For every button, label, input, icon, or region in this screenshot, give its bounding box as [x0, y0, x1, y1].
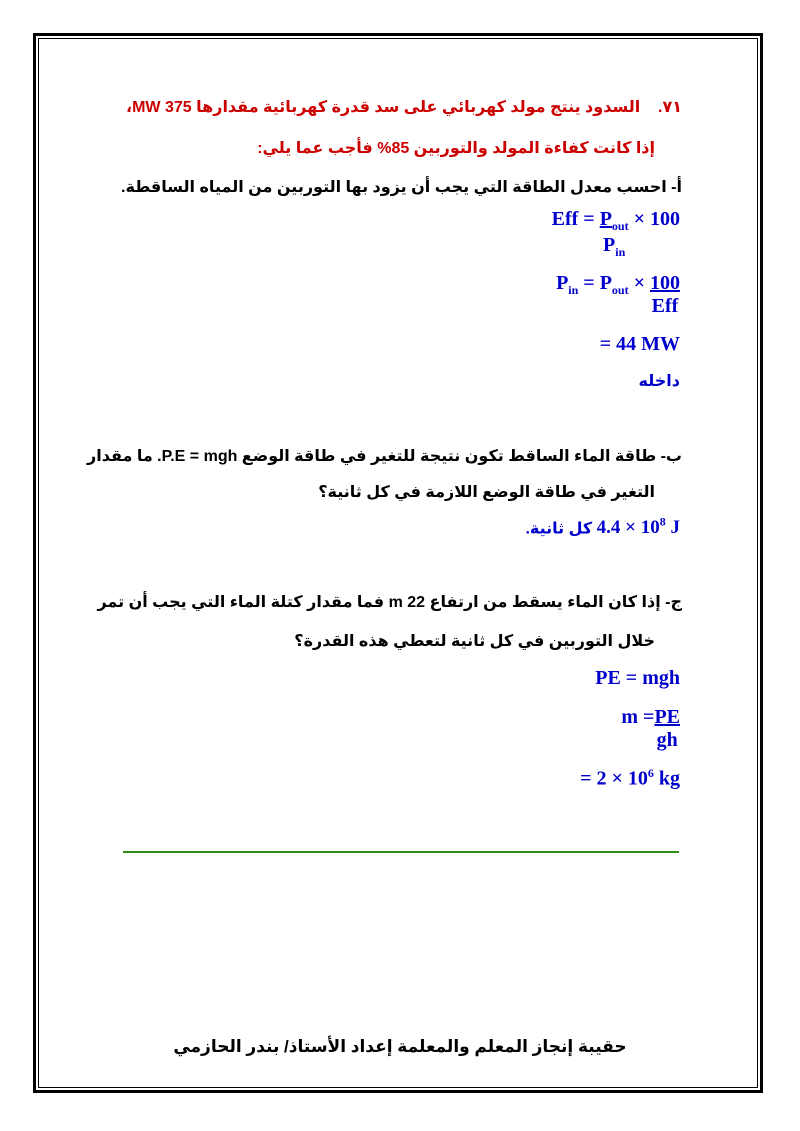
eq2-left-sub: in [568, 283, 579, 297]
eq2-fraction [650, 272, 680, 318]
part-a-eq3: = 44 MW [599, 333, 680, 355]
part-c-eq2-den: gh [656, 729, 678, 751]
part-a-eq2 [556, 272, 680, 318]
question-intro-line1 [126, 97, 682, 117]
part-c-eq3-exp: 6 [647, 766, 654, 780]
part-a-note: داخله [638, 373, 680, 390]
part-b-answer-suffix: كل ثانية. [525, 520, 597, 538]
eq2-left: P [556, 272, 569, 294]
part-a-eq1 [552, 208, 680, 260]
divider-line [123, 851, 679, 853]
part-c-eq2 [621, 706, 680, 752]
part-b-prompt-line1: ب- طاقة الماء الساقط تكون نتيجة للتغير في طاقة الوضع P.E = mgh. ما مقدار [87, 448, 682, 465]
part-c-prompt-line1: ج- إذا كان الماء يسقط من ارتفاع 22 m فما مقدار كتلة الماء التي يجب أن تمر [97, 594, 682, 611]
eq2-num: 100 [650, 272, 680, 294]
part-b-answer [525, 515, 680, 539]
question-intro-line2: إذا كانت كفاءة المولد والتوربين 85% فأجب عما يلي: [257, 140, 655, 157]
eq1-fraction [600, 208, 629, 260]
eq1-right: × 100 [628, 208, 680, 230]
part-b-answer-base: 4.4 × 10 [596, 517, 660, 539]
part-b-answer-exp: 8 [659, 515, 666, 529]
part-c-eq2-num: PE [654, 706, 680, 728]
part-c-eq3-base: = 2 × 10 [580, 767, 648, 790]
part-c-eq2-fraction [654, 706, 680, 752]
eq1-den-sub: in [615, 245, 626, 259]
part-b-answer-unit: J [665, 517, 680, 539]
question-intro-text: السدود ينتج مولد كهربائي على سد قدرة كهربائية مقدارها 375 MW، [126, 99, 641, 116]
eq2-times: × [628, 272, 650, 294]
eq2-mid: = P [578, 272, 612, 294]
eq1-num: P [599, 208, 612, 230]
eq1-num-sub: out [611, 219, 629, 233]
footer-credit: حقيبة إنجاز المعلم والمعلمة إعداد الأستاذ/ بندر الحازمي [173, 1037, 627, 1056]
eq1-left: Eff = [551, 208, 600, 230]
part-c-eq1: PE = mgh [595, 667, 680, 689]
eq1-den: P [603, 234, 616, 256]
part-a-prompt: أ- احسب معدل الطاقة التي يجب أن يزود بها التوربين من المياه الساقطة. [121, 179, 682, 196]
part-c-eq3 [580, 766, 680, 791]
part-b-prompt-line2: التغير في طاقة الوضع اللازمة في كل ثانية؟ [318, 484, 655, 501]
eq2-den: Eff [651, 295, 679, 317]
part-c-eq2-left: m = [621, 706, 655, 728]
question-number: ٧١. [658, 99, 682, 116]
part-c-eq3-unit: kg [653, 767, 680, 790]
eq2-mid-sub: out [611, 283, 629, 297]
part-c-prompt-line2: خلال التوربين في كل ثانية لتعطي هذه القدرة؟ [294, 633, 655, 650]
